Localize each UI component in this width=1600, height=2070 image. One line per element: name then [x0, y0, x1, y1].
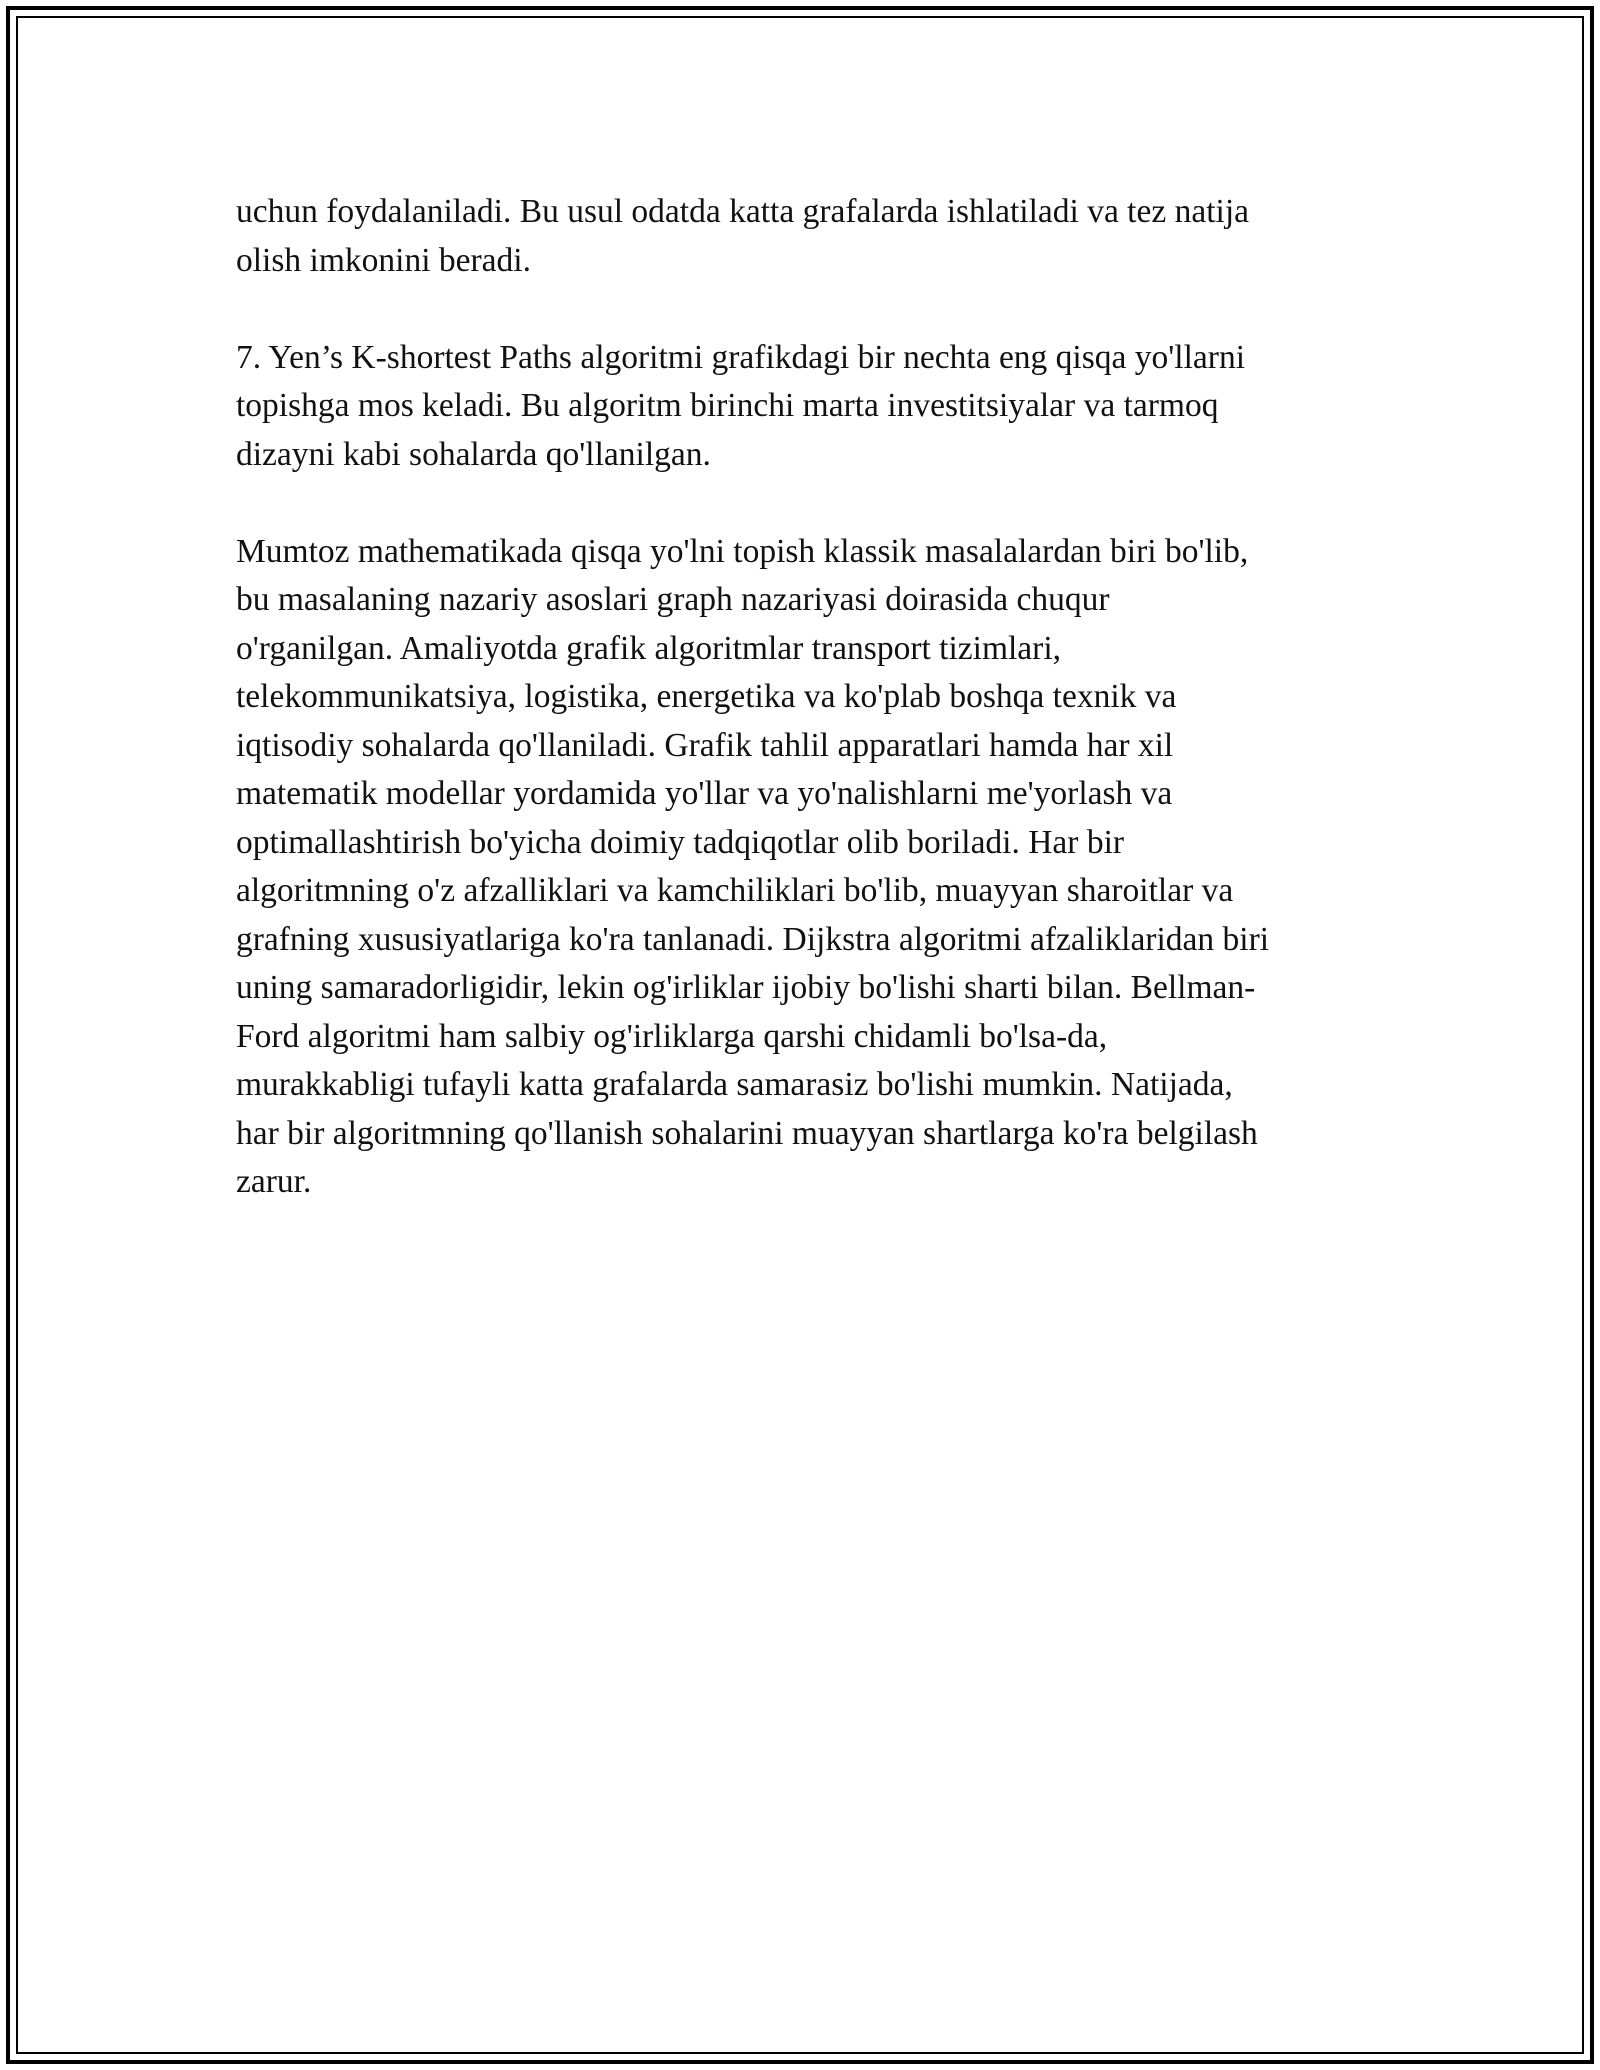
paragraph-yen-algorithm: 7. Yen’s K-shortest Paths algoritmi grafikdagi bir nechta eng qisqa yo'llarni topishga mos keladi. Bu algoritm birinchi marta investitsiyalar va tarmoq dizayni kabi sohalarda qo'llanilgan.	[236, 338, 1246, 473]
document-body	[236, 188, 1376, 1255]
paragraph-conclusion: Mumtoz mathematikada qisqa yo'lni topish klassik masalalardan biri bo'lib, bu masalaning nazariy asoslari graph nazariyasi doirasida chuqur o'rganilgan. Amaliyotda grafik algoritmlar transport tizimlari, telekommunikatsiya, logistika, energetika va ko'plab boshqa texnik va iqtisodiy sohalarda qo'llaniladi. Grafik tahlil apparatlari hamda har xil matematik modellar yordamida yo'llar va yo'nalishlarni me'yorlash va optimallashtirish bo'yicha doimiy tadqiqotlar olib boriladi. Har bir algoritmning o'z afzalliklari va kamchiliklari bo'lib, muayyan sharoitlar va grafning xususiyatlariga ko'ra tanlanadi. Dijkstra algoritmi afzaliklaridan biri uning samaradorligidir, lekin og'irliklar ijobiy bo'lishi sharti bilan. Bellman- Ford algoritmi ham salbiy og'irliklarga qarshi chidamli bo'lsa-da, murakkabligi tufayli katta grafalarda samarasiz bo'lishi mumkin. Natijada, har bir algoritmning qo'llanish sohalarini muayyan shartlarga ko'ra belgilash zarur.	[236, 532, 1270, 1200]
paragraph-continuation: uchun foydalaniladi. Bu usul odatda katta grafalarda ishlatiladi va tez natija olish imkonini beradi.	[236, 193, 1250, 279]
